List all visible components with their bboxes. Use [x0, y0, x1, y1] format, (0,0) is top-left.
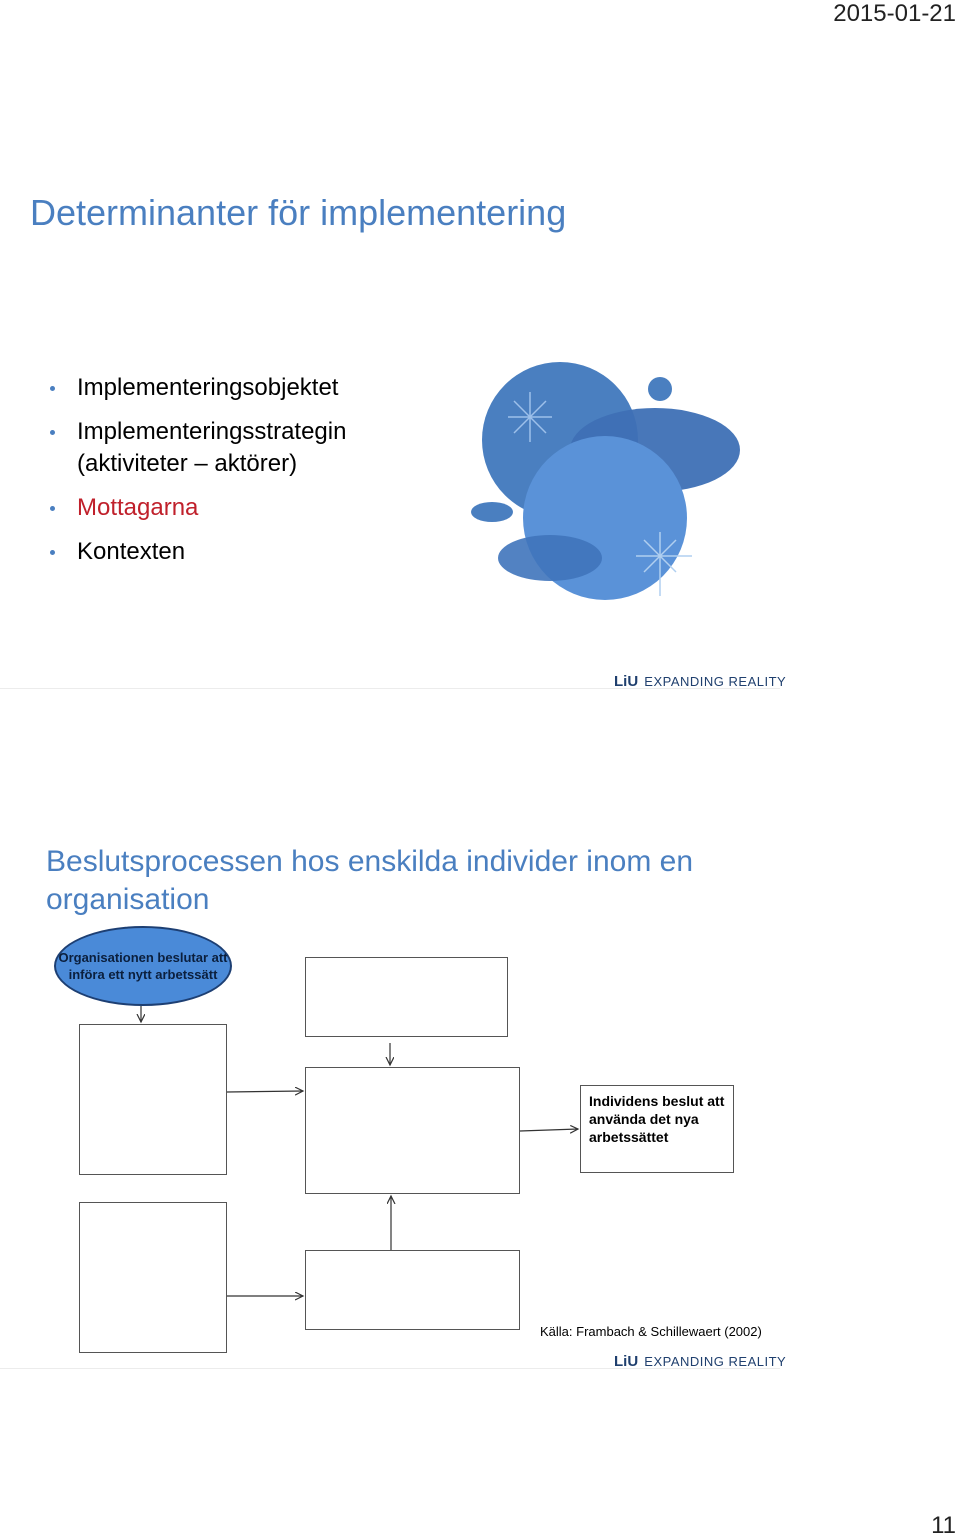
liu-logo-mark: LiU [614, 673, 639, 690]
organization-decision-text: Organisationen beslutar att införa ett nytt arbetssätt [58, 950, 228, 982]
bullet-text: Implementeringsobjektet [77, 374, 339, 401]
liu-logo-tagline: EXPANDING REALITY [644, 674, 787, 689]
liu-logo-mark: LiU [614, 1353, 639, 1370]
individual-decision-text: Individens beslut att använda det nya arbetssättet [589, 1093, 725, 1145]
source-citation: Källa: Frambach & Schillewaert (2002) [540, 1324, 762, 1339]
slide2-title: Beslutsprocessen hos enskilda individer inom en organisation [46, 845, 694, 916]
bullet-text-continued: (aktiviteter – aktörer) [77, 450, 298, 477]
liu-logo [614, 1353, 786, 1370]
arrow-right-icon [520, 1129, 578, 1131]
page-number: 11 [931, 1512, 956, 1539]
header-date: 2015-01-21 [833, 0, 956, 27]
slide1-title: Determinanter för implementering [30, 192, 567, 233]
bullet-text: Kontexten [77, 538, 186, 565]
bullet-text: Mottagarna [77, 494, 199, 521]
liu-logo-tagline: EXPANDING REALITY [644, 1354, 787, 1369]
arrow-right-icon [227, 1091, 303, 1092]
bullet-text: Implementeringsstrategin [77, 418, 347, 445]
